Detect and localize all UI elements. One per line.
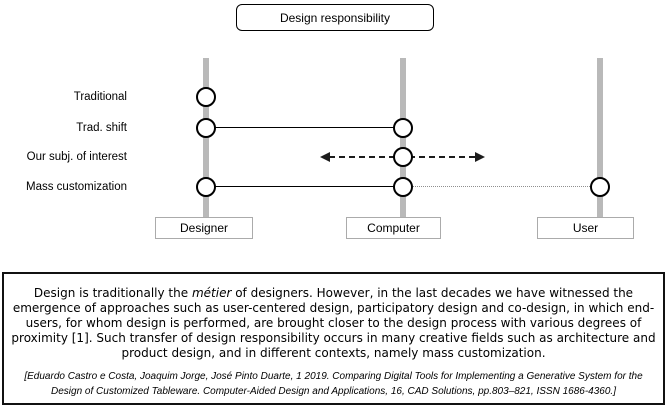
marker-computer-our-subj xyxy=(393,147,413,167)
note-text-before: Design is traditionally the xyxy=(33,286,192,300)
note-paragraph xyxy=(10,286,657,361)
actor-label-user: User xyxy=(572,221,599,235)
actor-label-computer: Computer xyxy=(367,221,420,235)
arrowhead-left-icon xyxy=(320,152,330,162)
marker-designer-mass-customization xyxy=(196,177,216,197)
citation-text: [Eduardo Castro e Costa, Joaquim Jorge, José Pinto Duarte, 1 2019. Comparing Digital Tools for Implementing a Generative System for the Design of Customized Tableware. Computer-Aided Design and Applications, 16, CAD Solutions, pp.803–821, ISSN 1686-4360.] xyxy=(24,371,643,397)
actor-label-designer: Designer xyxy=(179,221,229,235)
connector-trad-shift-solid xyxy=(206,127,403,128)
connector-mass-customization-solid xyxy=(206,186,403,187)
actor-box-designer xyxy=(155,217,253,239)
note-box xyxy=(2,272,665,405)
marker-computer-trad-shift xyxy=(393,118,413,138)
actor-box-computer xyxy=(346,217,441,239)
marker-designer-trad-shift xyxy=(196,118,216,138)
title-box xyxy=(236,4,434,31)
actor-box-user xyxy=(537,217,634,239)
row-label-our-subj-of-interest: Our subj. of interest xyxy=(26,151,127,163)
marker-computer-mass-customization xyxy=(393,177,413,197)
row-label-trad-shift: Trad. shift xyxy=(76,122,127,134)
marker-designer-traditional xyxy=(196,87,216,107)
row-label-traditional: Traditional xyxy=(73,91,127,103)
title-label: Design responsibility xyxy=(279,10,391,25)
note-text-after: of designers. However, in the last decades we have witnessed the emergence of approaches such as user-centered design, participatory design and co-design, in which end-users, for whom design is performed, are brought closer to the design process with various degrees of proximity [1]. Such transfer of design responsibility occurs in many creative fields such as architecture and product design, and in different contexts, namely mass customization. xyxy=(11,286,656,360)
marker-user-mass-customization xyxy=(590,177,610,197)
note-text-metier-italic: métier xyxy=(191,286,232,300)
arrowhead-right-icon xyxy=(475,152,485,162)
connector-mass-customization-dotted xyxy=(403,186,600,187)
row-label-mass-customization: Mass customization xyxy=(26,181,127,193)
